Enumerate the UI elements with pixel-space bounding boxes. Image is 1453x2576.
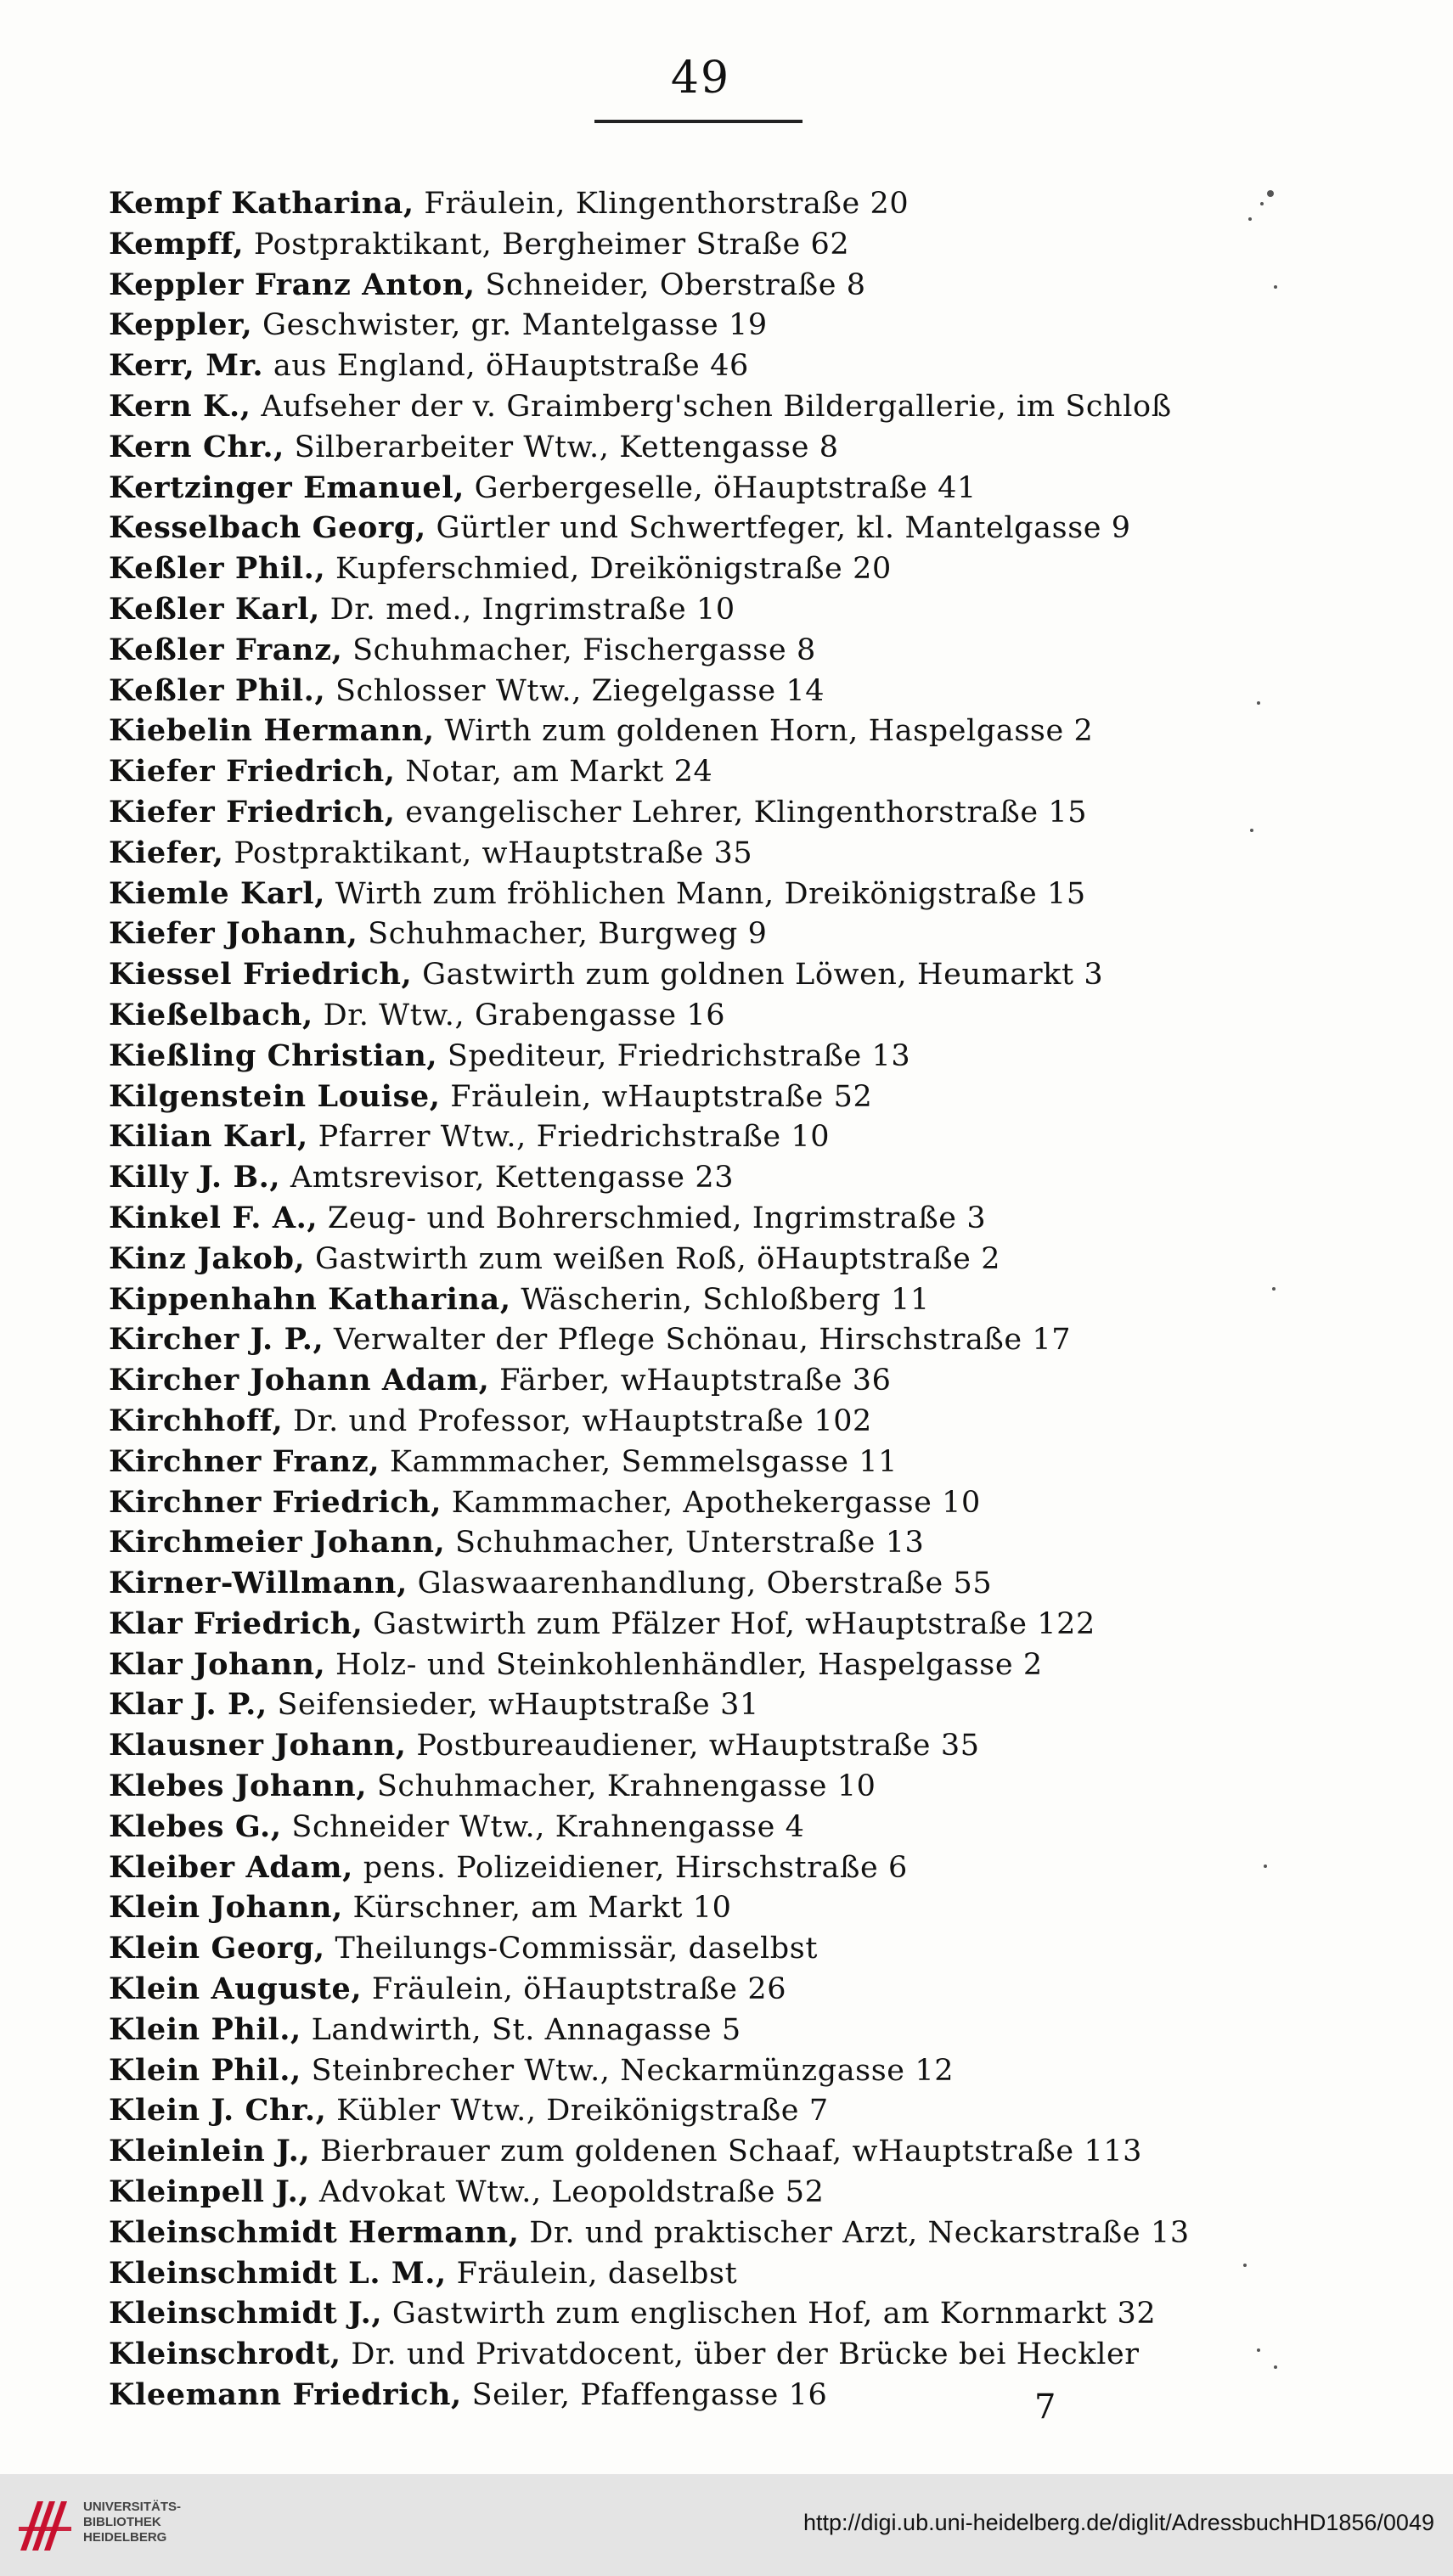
entry-name: Kiemle Karl, (109, 875, 325, 911)
entry-details: Seiler, Pfaffengasse 16 (461, 2378, 828, 2413)
entry-details: Dr. und Privatdocent, über der Brücke bei Heckler (341, 2337, 1140, 2372)
directory-entry (109, 1319, 1298, 1360)
entry-details: Gastwirth zum englischen Hof, am Kornmarkt 32 (382, 2297, 1157, 2331)
entry-name: Kiefer Friedrich, (109, 754, 396, 790)
entry-name: Kirchhoff, (109, 1403, 284, 1438)
entry-name: Kleinschmidt J., (109, 2296, 383, 2331)
directory-entry (109, 1807, 1298, 1848)
entry-details: Schneider, Oberstraße 8 (475, 267, 866, 302)
entry-details: Wirth zum fröhlichen Mann, Dreikönigstraße 15 (325, 876, 1086, 911)
directory-entry (109, 1239, 1298, 1280)
entry-name: Kleinschmidt Hermann, (109, 2214, 520, 2250)
directory-entry (109, 1401, 1298, 1442)
library-name-line: BIBLIOTHEK (83, 2515, 161, 2529)
entry-details: Kammmacher, Semmelsgasse 11 (380, 1444, 898, 1479)
entry-details: pens. Polizeidiener, Hirschstraße 6 (352, 1850, 908, 1885)
directory-entry (109, 1157, 1298, 1198)
entry-details: Pfarrer Wtw., Friedrichstraße 10 (307, 1120, 831, 1155)
entry-name: Kinkel F. A., (109, 1200, 318, 1235)
directory-entry (109, 1766, 1298, 1807)
entry-name: Kleinlein J., (109, 2134, 311, 2169)
entry-name: Kircher J. P., (109, 1322, 324, 1358)
entry-details: Kupferschmied, Dreikönigstraße 20 (325, 552, 892, 587)
entry-details: Theilungs-Commissär, daselbst (324, 1932, 819, 1966)
entry-details: Gastwirth zum goldnen Löwen, Heumarkt 3 (412, 958, 1104, 993)
entry-details: Färber, wHauptstraße 36 (489, 1364, 892, 1398)
entry-name: Killy J. B., (109, 1160, 281, 1195)
directory-entry (109, 224, 1298, 265)
entry-details: Fräulein, daselbst (446, 2256, 738, 2291)
entry-name: Kiebelin Hermann, (109, 713, 435, 749)
directory-entry (109, 589, 1298, 630)
entry-details: Dr. med., Ingrimstraße 10 (319, 592, 735, 627)
entry-details: Seifensieder, wHauptstraße 31 (267, 1688, 759, 1723)
entry-details: Wirth zum goldenen Horn, Haspelgasse 2 (434, 714, 1094, 749)
directory-entry (109, 1928, 1298, 1969)
entry-details: aus England, öHauptstraße 46 (263, 349, 749, 384)
directory-entry (109, 2090, 1298, 2131)
entry-details: Postbureaudiener, wHauptstraße 35 (406, 1729, 980, 1763)
entry-details: Schuhmacher, Fischergasse 8 (342, 633, 816, 667)
entry-details: Glaswaarenhandlung, Oberstraße 55 (407, 1566, 993, 1601)
entry-name: Klein Johann, (109, 1890, 343, 1926)
university-library-logo-icon (15, 2496, 75, 2556)
entry-name: Kleiber Adam, (109, 1849, 353, 1885)
entry-details: Gastwirth zum Pfälzer Hof, wHauptstraße 122 (363, 1606, 1095, 1641)
library-footer (0, 2474, 1453, 2576)
directory-entry (109, 1442, 1298, 1482)
entry-name: Kinz Jakob, (109, 1240, 306, 1276)
printer-signature-mark: 7 (1034, 2388, 1056, 2427)
entry-details: Bierbrauer zum goldenen Schaaf, wHauptstraße 113 (310, 2134, 1143, 2169)
directory-entry (109, 2253, 1298, 2294)
directory-entry (109, 508, 1298, 548)
entry-details: Fräulein, öHauptstraße 26 (362, 1972, 787, 2007)
directory-entry (109, 1280, 1298, 1320)
entry-details: evangelischer Lehrer, Klingenthorstraße 15 (395, 795, 1088, 830)
entry-details: Silberarbeiter Wtw., Kettengasse 8 (284, 430, 839, 464)
entry-details: Spediteur, Friedrichstraße 13 (437, 1038, 911, 1073)
entry-details: Schuhmacher, Burgweg 9 (358, 917, 768, 952)
entry-details: Dr. Wtw., Grabengasse 16 (313, 998, 726, 1032)
directory-entry (109, 995, 1298, 1036)
entry-name: Kertzinger Emanuel, (109, 470, 465, 505)
directory-entry (109, 183, 1298, 224)
directory-entry (109, 2213, 1298, 2253)
entry-name: Klausner Johann, (109, 1728, 407, 1763)
entry-details: Steinbrecher Wtw., Neckarmünzgasse 12 (301, 2053, 955, 2088)
entry-name: Kiefer Friedrich, (109, 794, 396, 830)
directory-entry (109, 711, 1298, 751)
directory-entry (109, 346, 1298, 386)
entry-name: Kirchmeier Johann, (109, 1525, 446, 1561)
entry-details: Landwirth, St. Annagasse 5 (301, 2012, 741, 2047)
entry-details: Wäscherin, Schloßberg 11 (510, 1282, 930, 1317)
source-url-link[interactable]: http://digi.ub.uni-heidelberg.de/diglit/AdressbuchHD1856/0049 (803, 2510, 1434, 2535)
directory-entry (109, 2375, 1298, 2416)
entry-name: Klar J. P., (109, 1687, 268, 1723)
directory-entry (109, 914, 1298, 954)
directory-entry (109, 1848, 1298, 1888)
directory-entry (109, 2050, 1298, 2091)
directory-entry (109, 1077, 1298, 1117)
entry-name: Keßler Phil., (109, 672, 326, 708)
entry-details: Postpraktikant, Bergheimer Straße 62 (244, 227, 850, 262)
entry-name: Kerr, Mr. (109, 348, 264, 384)
directory-entry (109, 1036, 1298, 1077)
entry-name: Kesselbach Georg, (109, 510, 426, 546)
entry-name: Kirchner Franz, (109, 1443, 380, 1479)
entry-name: Kirner-Willmann, (109, 1566, 408, 1601)
directory-entry (109, 265, 1298, 306)
directory-entry (109, 1969, 1298, 2010)
entry-name: Klein Phil., (109, 2011, 301, 2047)
directory-entry (109, 1887, 1298, 1928)
directory-entry (109, 1725, 1298, 1766)
entry-details: Geschwister, gr. Mantelgasse 19 (252, 308, 768, 343)
directory-entries (109, 183, 1298, 2416)
directory-entry (109, 1198, 1298, 1239)
entry-details: Advokat Wtw., Leopoldstraße 52 (309, 2175, 825, 2210)
directory-entry (109, 305, 1298, 346)
entry-name: Kiessel Friedrich, (109, 957, 413, 993)
entry-name: Klar Friedrich, (109, 1606, 363, 1641)
entry-details: Fräulein, wHauptstraße 52 (440, 1079, 873, 1114)
entry-name: Kiefer Johann, (109, 916, 358, 952)
entry-details: Gürtler und Schwertfeger, kl. Mantelgasse 9 (425, 511, 1131, 546)
entry-name: Keßler Karl, (109, 591, 320, 627)
entry-details: Holz- und Steinkohlenhändler, Haspelgasse 2 (325, 1647, 1043, 1682)
directory-entry (109, 548, 1298, 589)
entry-details: Gastwirth zum weißen Roß, öHauptstraße 2 (305, 1241, 1001, 1276)
directory-entry (109, 1645, 1298, 1685)
entry-name: Kern Chr., (109, 429, 284, 464)
entry-name: Keßler Franz, (109, 632, 343, 667)
directory-entry (109, 1482, 1298, 1523)
directory-entry (109, 751, 1298, 792)
library-name-line: UNIVERSITÄTS- (83, 2500, 182, 2514)
directory-entry (109, 630, 1298, 671)
directory-entry (109, 468, 1298, 509)
entry-details: Schneider Wtw., Krahnengasse 4 (281, 1809, 805, 1844)
entry-details: Postpraktikant, wHauptstraße 35 (223, 835, 753, 870)
entry-name: Klein J. Chr., (109, 2093, 327, 2129)
directory-entry (109, 2131, 1298, 2172)
entry-details: Amtsrevisor, Kettengasse 23 (280, 1161, 735, 1195)
entry-name: Klein Auguste, (109, 1971, 363, 2007)
entry-name: Kleinpell J., (109, 2174, 310, 2210)
entry-name: Kircher Johann Adam, (109, 1363, 490, 1398)
entry-details: Schuhmacher, Krahnengasse 10 (367, 1769, 876, 1804)
directory-entry (109, 2334, 1298, 2375)
entry-name: Kempff, (109, 226, 245, 262)
directory-entry (109, 792, 1298, 833)
directory-entry (109, 427, 1298, 468)
entry-name: Kleemann Friedrich, (109, 2377, 462, 2413)
directory-entry (109, 1563, 1298, 1604)
directory-entry (109, 1116, 1298, 1157)
entry-name: Kießling Christian, (109, 1038, 438, 1073)
directory-entry (109, 671, 1298, 711)
entry-details: Kammmacher, Apothekergasse 10 (442, 1485, 981, 1520)
entry-details: Kübler Wtw., Dreikönigstraße 7 (326, 2094, 829, 2129)
entry-name: Kleinschrodt, (109, 2337, 341, 2372)
directory-entry (109, 954, 1298, 995)
entry-name: Keßler Phil., (109, 551, 326, 587)
entry-details: Schuhmacher, Unterstraße 13 (445, 1526, 925, 1561)
directory-entry (109, 833, 1298, 874)
entry-name: Kilgenstein Louise, (109, 1078, 441, 1114)
entry-details: Kürschner, am Markt 10 (342, 1891, 732, 1926)
entry-details: Notar, am Markt 24 (395, 755, 713, 790)
entry-details: Aufseher der v. Graimberg'schen Bildergallerie, im Schloß (251, 389, 1172, 424)
entry-name: Klein Phil., (109, 2052, 301, 2088)
entry-name: Klebes G., (109, 1808, 282, 1844)
entry-name: Kern K., (109, 388, 251, 424)
entry-name: Keppler Franz Anton, (109, 267, 476, 302)
entry-name: Kempf Katharina, (109, 186, 414, 221)
entry-name: Klar Johann, (109, 1646, 326, 1682)
directory-entry (109, 1522, 1298, 1563)
directory-entry (109, 1360, 1298, 1401)
entry-details: Dr. und praktischer Arzt, Neckarstraße 13 (519, 2215, 1190, 2250)
library-name (83, 2500, 181, 2545)
directory-entry (109, 1685, 1298, 1725)
directory-entry (109, 386, 1298, 427)
directory-entry (109, 874, 1298, 914)
page-number: 49 (670, 53, 731, 104)
entry-details: Zeug- und Bohrerschmied, Ingrimstraße 3 (318, 1201, 987, 1235)
entry-details: Fräulein, Klingenthorstraße 20 (414, 187, 910, 221)
entry-name: Keppler, (109, 307, 253, 343)
directory-entry (109, 2172, 1298, 2213)
entry-details: Schlosser Wtw., Ziegelgasse 14 (325, 673, 825, 708)
entry-name: Kleinschmidt L. M., (109, 2255, 447, 2291)
entry-name: Kirchner Friedrich, (109, 1484, 442, 1520)
entry-details: Gerbergeselle, öHauptstraße 41 (464, 470, 977, 505)
entry-details: Verwalter der Pflege Schönau, Hirschstraße 17 (324, 1323, 1072, 1358)
directory-entry (109, 1604, 1298, 1645)
entry-name: Klein Georg, (109, 1931, 325, 1966)
directory-entry (109, 2010, 1298, 2050)
entry-name: Klebes Johann, (109, 1769, 368, 1804)
entry-details: Dr. und Professor, wHauptstraße 102 (283, 1403, 872, 1438)
entry-name: Kiefer, (109, 835, 224, 870)
header-rule (594, 120, 803, 123)
directory-entry (109, 2293, 1298, 2334)
library-name-line: HEIDELBERG (83, 2530, 167, 2545)
entry-name: Kießelbach, (109, 997, 313, 1032)
entry-name: Kippenhahn Katharina, (109, 1281, 511, 1317)
entry-name: Kilian Karl, (109, 1119, 308, 1155)
